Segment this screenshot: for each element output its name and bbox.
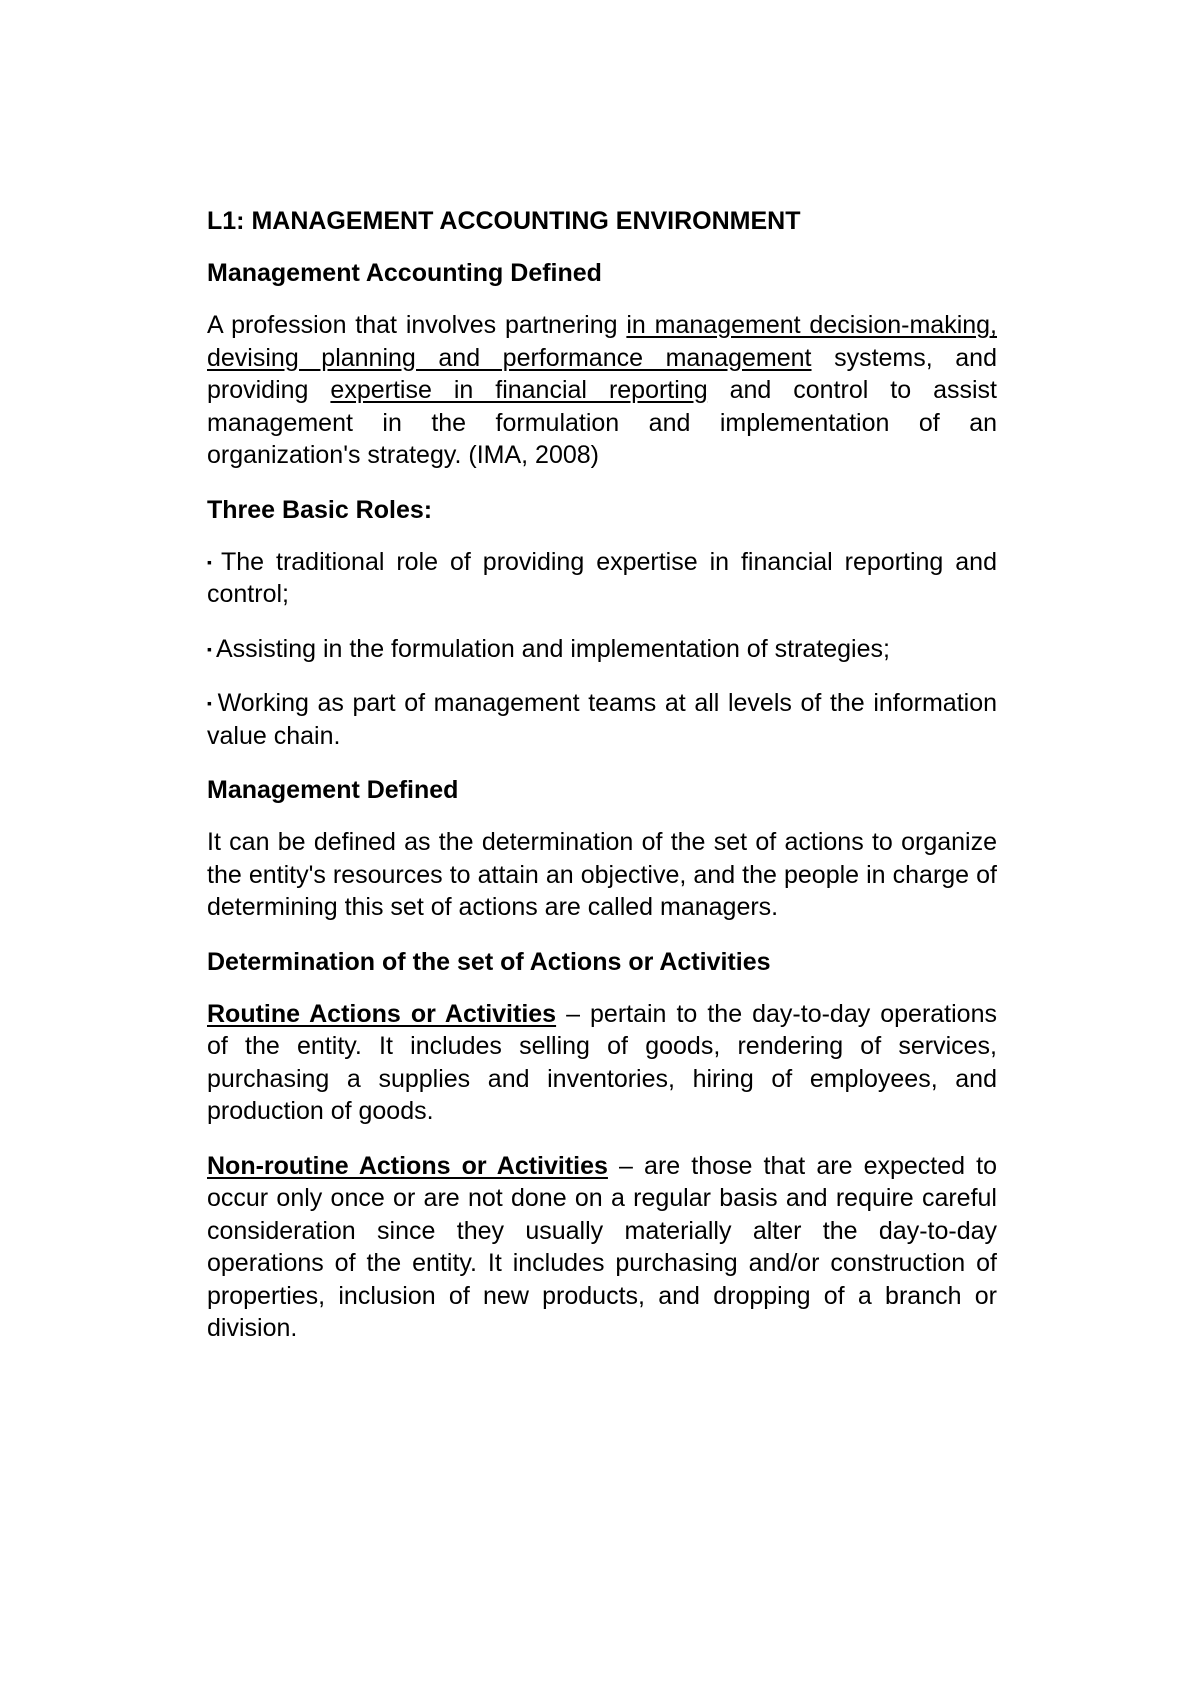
term-routine-actions: Routine Actions or Activities <box>207 999 557 1028</box>
paragraph-nonroutine-actions <box>207 1150 997 1345</box>
list-item-text: Working as part of management teams at all levels of the information value chain. <box>207 689 997 750</box>
document-page <box>207 205 997 1367</box>
paragraph-management-accounting-definition <box>207 309 997 472</box>
heading-management-accounting-defined: Management Accounting Defined <box>207 259 602 287</box>
bullet-icon: ▪ <box>207 640 212 657</box>
list-item-text: The traditional role of providing expertise in financial reporting and control; <box>207 547 997 608</box>
heading-determination-of-actions: Determination of the set of Actions or Activities <box>207 947 771 976</box>
paragraph-routine-actions <box>207 998 997 1128</box>
list-item <box>207 633 997 666</box>
definition-underlined-decision-making: in management decision-making, devising planning and performance management <box>207 311 997 372</box>
list-item <box>207 687 997 752</box>
document-title: L1: MANAGEMENT ACCOUNTING ENVIRONMENT <box>207 207 801 235</box>
list-item-text: Assisting in the formulation and implementation of strategies; <box>215 634 890 663</box>
definition-text-middle: systems, and providing <box>207 343 997 404</box>
routine-actions-text: – pertain to the day-to-day operations of the entity. It includes selling of goods, rendering of services, purchasing a supplies and inventories, hiring of employees, and production of goods. <box>207 999 997 1125</box>
definition-text-start: A profession that involves partnering <box>207 311 627 339</box>
term-nonroutine-actions: Non-routine Actions or Activities <box>207 1151 608 1180</box>
bullet-icon: ▪ <box>207 553 217 570</box>
nonroutine-actions-text: – are those that are expected to occur only once or are not done on a regular basis and require careful consideration since they usually materially alter the day-to-day operations of the entity. It includes purchasing and/or construction of properties, inclusion of new products, and dropping of a branch or division. <box>207 1151 998 1342</box>
definition-text-end: and control to assist management in the formulation and implementation of an organization's strategy. (IMA, 2008) <box>207 376 997 469</box>
heading-three-basic-roles: Three Basic Roles: <box>207 495 433 524</box>
definition-underlined-financial-reporting: expertise in financial reporting <box>330 376 708 404</box>
bullet-icon: ▪ <box>207 695 214 711</box>
list-item <box>207 546 997 611</box>
heading-management-defined: Management Defined <box>207 776 459 804</box>
paragraph-management-definition: It can be defined as the determination of the set of actions to organize the entity's resources to attain an objective, and the people in charge of determining this set of actions are called managers. <box>207 828 997 921</box>
